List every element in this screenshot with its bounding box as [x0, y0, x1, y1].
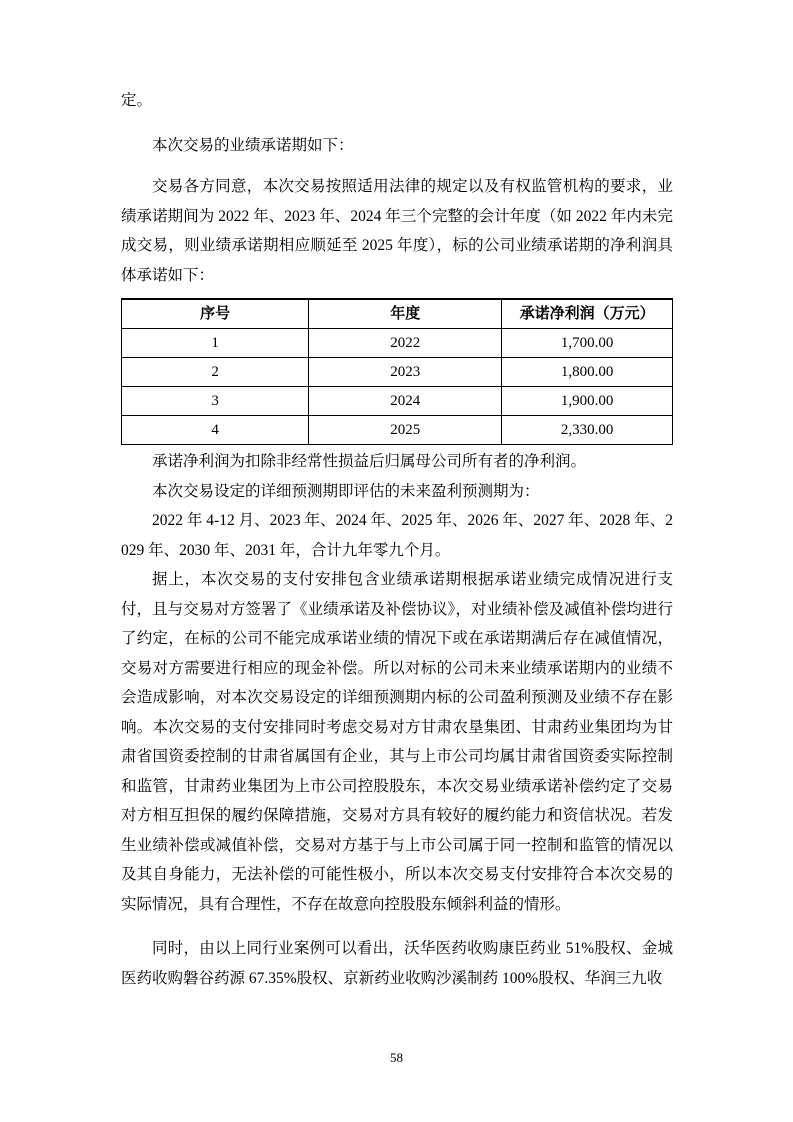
table-header-row — [122, 299, 673, 329]
cell-profit: 1,800.00 — [502, 358, 673, 387]
page-number: 58 — [390, 1050, 403, 1065]
paragraph-net-profit-definition: 承诺净利润为扣除非经常性损益后归属母公司所有者的净利润。 — [152, 453, 587, 470]
table-row — [122, 416, 673, 445]
table-header-index: 序号 — [122, 299, 309, 329]
table-header-promised-net-profit: 承诺净利润（万元） — [502, 299, 673, 329]
paragraph-commitment-period-intro: 本次交易的业绩承诺期如下： — [152, 136, 354, 154]
cell-index: 3 — [122, 387, 309, 416]
cell-profit: 1,900.00 — [502, 387, 673, 416]
table-row — [122, 329, 673, 358]
paragraph-forecast-period-intro: 本次交易设定的详细预测期即评估的未来盈利预测期为： — [152, 482, 540, 500]
paragraph-continuation: 定。 — [121, 92, 153, 109]
table-row — [122, 358, 673, 387]
cell-profit: 2,330.00 — [502, 416, 673, 445]
paragraph-payment-arrangement: 据上，本次交易的支付安排包含业绩承诺期根据承诺业绩完成情况进行支付，且与交易对方签署了《业绩承诺及补偿协议》，对业绩补偿及减值补偿均进行了约定，在标的公司不能完成承诺业绩的情况下或在承诺期满后存在减值情况，交易对方需要进行相应的现金补偿。所以对标的公司未来业绩承诺期内的业绩不会造成影响，对本次交易设定的详细预测期内标的公司盈利预测及业绩不存在影响。本次交易的支付安排同时考虑交易对方甘肃农垦集团、甘肃药业集团均为甘肃省国资委控制的甘肃省属国有企业，其与上市公司均属甘肃省国资委实际控制和监管，甘肃药业集团为上市公司控股股东，本次交易业绩承诺补偿约定了交易对方相互担保的履约保障措施，交易对方具有较好的履约能力和资信状况。若发生业绩补偿或减值补偿，交易对方基于与上市公司属于同一控制和监管的情况以及其自身能力，无法补偿的可能性极小，所以本次交易支付安排符合本次交易的实际情况，具有合理性，不存在故意向控股股东倾斜利益的情形。 — [121, 571, 673, 913]
cell-index: 1 — [122, 329, 309, 358]
cell-year: 2025 — [309, 416, 502, 445]
table-row — [122, 387, 673, 416]
paragraph-commitment-period-detail: 交易各方同意，本次交易按照适用法律的规定以及有权监管机构的要求，业绩承诺期间为 2022 年、2023 年、2024 年三个完整的会计年度（如 2022 年内未完成交易，则业绩承诺期相应顺延至 2025 年度），标的公司业绩承诺期的净利润具体承诺如下： — [121, 178, 673, 284]
profit-commitment-table — [121, 298, 673, 445]
cell-index: 4 — [122, 416, 309, 445]
cell-index: 2 — [122, 358, 309, 387]
paragraph-industry-cases: 同时，由以上同行业案例可以看出，沃华医药收购康臣药业 51%股权、金城医药收购磐谷药源 67.35%股权、京新药业收购沙溪制药 100%股权、华润三九收 — [121, 940, 673, 987]
paragraph-forecast-period-detail: 2022 年 4-12 月、2023 年、2024 年、2025 年、2026 年、2027 年、2028 年、2029 年、2030 年、2031 年，合计九年零九个月。 — [121, 512, 673, 559]
cell-profit: 1,700.00 — [502, 329, 673, 358]
cell-year: 2024 — [309, 387, 502, 416]
cell-year: 2022 — [309, 329, 502, 358]
table-header-year: 年度 — [309, 299, 502, 329]
cell-year: 2023 — [309, 358, 502, 387]
document-body — [121, 86, 673, 993]
